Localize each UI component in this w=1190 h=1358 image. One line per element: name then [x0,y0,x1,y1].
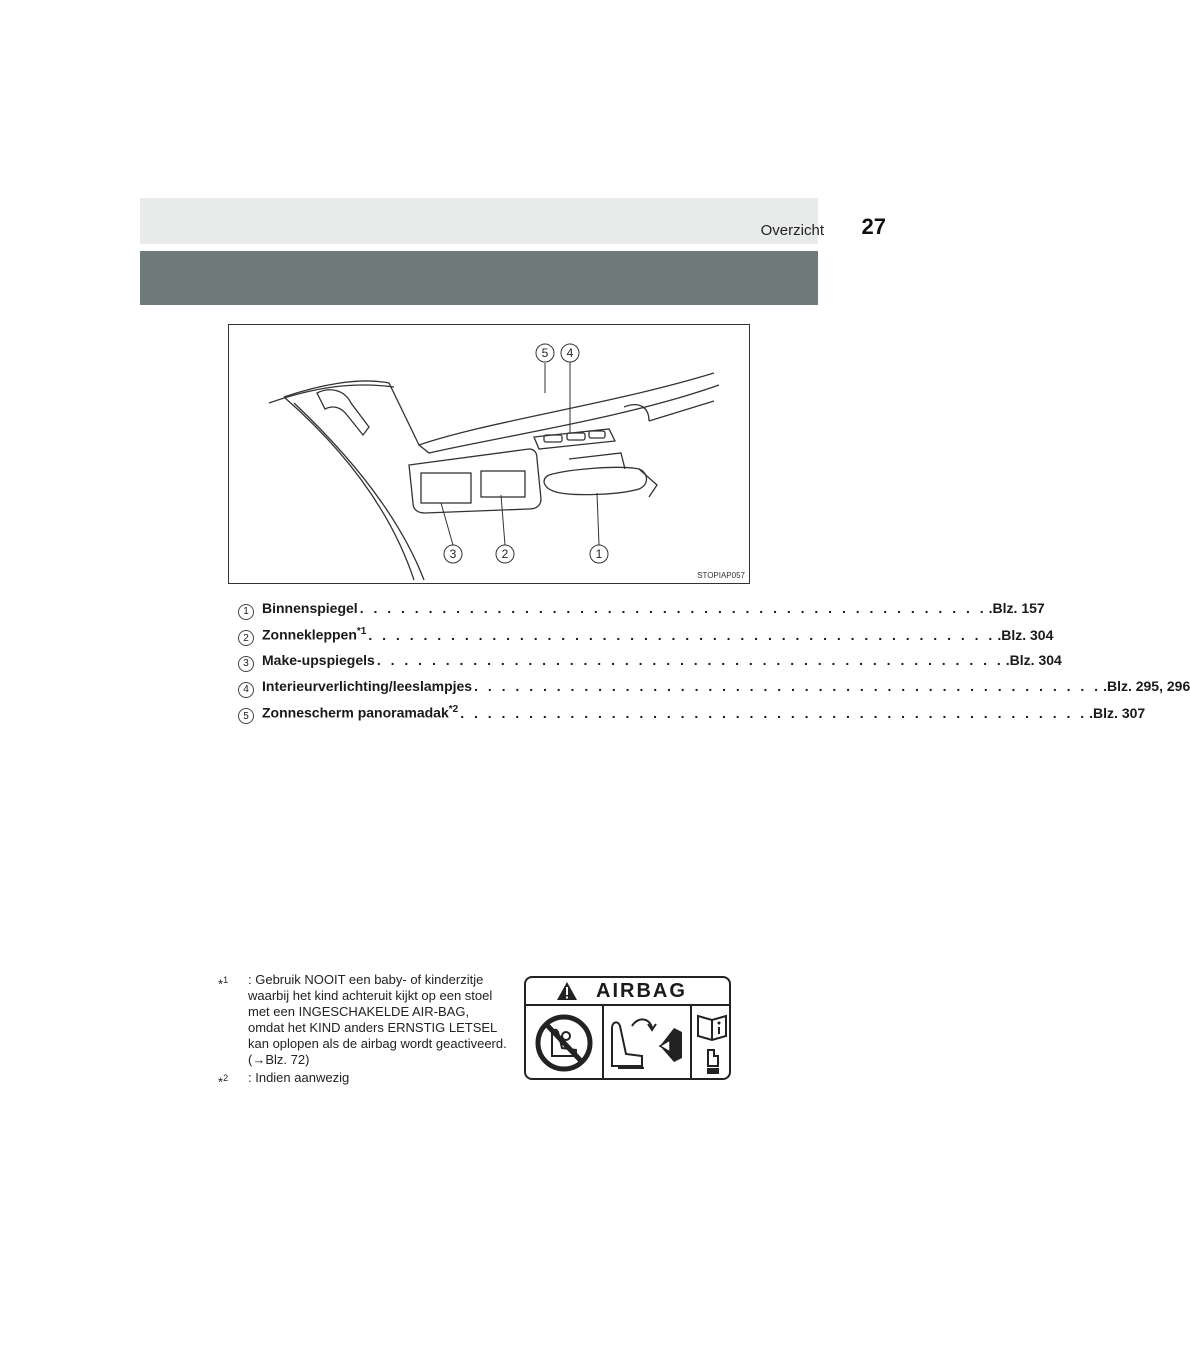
footnote-mark: *$^1$ [218,975,229,992]
item-number: 5 [238,708,254,724]
callout-1-label: 1 [595,547,603,561]
seat-airbag-icon [604,1006,690,1080]
item-label: Make-upspiegels [262,652,375,668]
footnote [218,972,508,1068]
airbag-warning-label [524,976,731,1080]
callout-5-label: 5 [541,346,549,360]
page-section-title: Overzicht [760,222,824,239]
page-reference[interactable]: .Blz. 295, 296 [1103,678,1190,694]
callout-4-label: 4 [566,346,574,360]
item-list [238,600,1190,730]
callout-3-label: 3 [449,547,457,561]
dot-leader: . . . . . . . . . . . . . . . . . . . . . . . . . . . . . . . . . . . . . . . . . . . . . . [460,704,1088,721]
page-reference[interactable]: .Blz. 304 [1005,652,1062,668]
dot-leader: . . . . . . . . . . . . . . . . . . . . . . . . . . . . . . . . . . . . . . . . . . . . . . [368,626,996,643]
no-child-seat-icon [526,1006,602,1080]
airbag-label-title: AIRBAG [596,979,687,1002]
item-number: 4 [238,682,254,698]
read-manual-icon [692,1006,733,1080]
footnotes [218,972,508,1092]
page-reference[interactable]: .Blz. 307 [1089,704,1146,721]
list-item [238,678,1190,704]
warning-triangle-icon [556,981,578,1001]
read-manual-cell [692,1006,733,1080]
footnote [218,1070,508,1090]
item-number: 3 [238,656,254,672]
item-number: 2 [238,630,254,646]
figure-code: STOPIAP057 [697,571,745,580]
list-item [238,652,1062,678]
callout-2-label: 2 [501,547,509,561]
footnote-text: : Gebruik NOOIT een baby- of kinderzitje waarbij het kind achteruit kijkt op een stoel met een INGESCHAKELDE AIR-BAG, omdat het KIND anders ERNSTIG LETSEL kan oplopen als de airbag wordt geactiveerd. (→Blz. 72) [248,972,507,1067]
dot-leader: . . . . . . . . . . . . . . . . . . . . . . . . . . . . . . . . . . . . . . . . . . . . . . [474,678,1102,694]
list-item [238,626,1054,652]
dot-leader: . . . . . . . . . . . . . . . . . . . . . . . . . . . . . . . . . . . . . . . . . . . . . . [376,652,1004,668]
list-item [238,704,1146,730]
footnote-mark: *$^2$ [218,1073,229,1090]
no-rear-facing-seat-cell [526,1006,604,1080]
list-item [238,600,1045,626]
headliner-drawing [229,325,749,583]
header-bar [140,198,818,244]
airbag-deploy-cell [604,1006,692,1080]
dot-leader: . . . . . . . . . . . . . . . . . . . . . . . . . . . . . . . . . . . . . . . . . . . . . . [359,600,987,616]
item-label: Interieurverlichting/leeslampjes [262,678,473,694]
section-bar [140,251,818,305]
footnote-marker: *2 [448,704,459,715]
interior-illustration [228,324,750,584]
page-reference[interactable]: .Blz. 157 [988,600,1045,616]
page-number: 27 [861,214,886,239]
page-reference[interactable]: .Blz. 304 [997,626,1054,643]
footnote-marker: *1 [356,626,367,637]
footnote-text: : Indien aanwezig [248,1070,350,1085]
item-label: Binnenspiegel [262,600,358,616]
item-label: Zonnescherm panoramadak$^{*2}$ [262,704,459,721]
item-number: 1 [238,604,254,620]
airbag-label-header [526,978,729,1006]
item-label: Zonnekleppen$^{*1}$ [262,626,367,643]
airbag-label-body [526,1006,729,1080]
